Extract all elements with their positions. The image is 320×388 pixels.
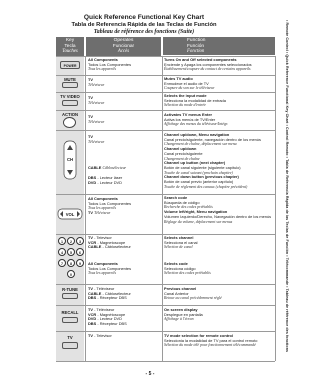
- function-cell: Search code Búsqueda de código Recherche des codes préétablis Volume left/right, Menu navigation Volumen Izquierdo/Derecho, Navegación dentro de los menús Réglage du volume, déplacement sur menus: [164, 195, 272, 224]
- operates-cell-dbs-dvd: DBS - Lecteur láser DVD - Lecteur DVD: [88, 175, 123, 185]
- function-cell: On screen display Desplegue en pantalla Affichage à l'écran: [164, 307, 203, 322]
- tv-video-key-label: TV VIDEO: [60, 94, 80, 99]
- operates-cell: TV Téléviseur: [88, 95, 105, 105]
- operates-cell: TV - Téléviseur CABLE - Câblosélecteur DBS - Récepteur DBS: [88, 286, 131, 301]
- operates-cell: TV Téléviseur: [88, 77, 105, 87]
- number-key-4: 4: [58, 248, 66, 256]
- page-number: - 5 -: [145, 371, 155, 377]
- column-divider: [275, 56, 276, 361]
- column-header-operates: Operates Funcionar Accès: [86, 37, 161, 56]
- column-header-key: Key Tecla Touches: [56, 37, 84, 56]
- number-key-3: 3: [76, 237, 84, 245]
- page-title: Quick Reference Functional Key Chart: [83, 14, 205, 21]
- number-key-2: 2: [67, 237, 75, 245]
- number-key-8: 8: [67, 259, 75, 267]
- function-cell: Turns On and Off selected components Enciende y Apaga los componentes seleccionados Établissement/coupure du contact de certains appareils: [164, 57, 252, 72]
- operates-cell: TV Téléviseur: [88, 114, 105, 124]
- number-key-5: 5: [67, 248, 75, 256]
- operates-cell-cable: CABLE Câblosélecteur: [88, 165, 127, 170]
- function-cell: Selects channel Selecciona el canal Sélection de canal: [164, 235, 198, 250]
- mute-key: [62, 82, 78, 88]
- tv-video-key: [62, 100, 78, 106]
- recall-key-label: RECALL: [61, 310, 79, 315]
- recall-key: [62, 317, 78, 323]
- function-cell: Channel up/down, Menu navigation Canal precio/siguiente, navegación dentro de los menús Changement de chaîne, déplacement sur menu Channel up/down Canal precio/siguiente Changement de chaîne Channel up button (next chapter) Botón de canal siguiente (siguiente capítulo) Touche de canal suivant (prochain chapitre) Channel down button (previous chapter) Botón de canal previo (anterior capítulo) Touche de réglement des canaux (chapitre précédent): [164, 132, 261, 189]
- function-cell-code: Selects code Selecciona código Sélection des codes préétablis: [164, 261, 211, 276]
- operates-cell: TV - Televisor VCR - Magnetoscope CABLE - Câblosélecteur: [88, 235, 131, 250]
- function-cell: Previous channel Canal Anterior Retour au canal précédemment réglé: [164, 286, 222, 301]
- row-divider: [56, 361, 275, 362]
- number-key-7: 7: [58, 259, 66, 267]
- sidebar-running-header: • Remote Control • Quick Reference Functional Key Chart • Control Remoto • Tabla de Referencia Rápida de las Teclas de Función • Télécommande • Tableau de référence des fonctions: [285, 20, 289, 353]
- page-subtitle-es: Tabla de Referencia Rápida de las Teclas de Función: [71, 22, 217, 28]
- r-tune-key-label: R-TUNE: [62, 287, 78, 292]
- number-key-1: 1: [58, 237, 66, 245]
- row-divider: [56, 331, 275, 332]
- tv-key-label: TV: [67, 335, 73, 340]
- number-key-0: 0: [67, 270, 75, 278]
- volume-key: VOL: [57, 207, 83, 221]
- operates-cell: All Components Todos Los Componentes Tous les appareils: [88, 57, 132, 72]
- row-divider: [56, 110, 275, 111]
- operates-cell-all: All Components Todos Los Componentes Tous les appareils: [88, 261, 132, 276]
- function-cell: TV mode selection for remote control Seleccionia la modalidad de TV para el control remoto Sélection du mode télé pour fonctionnement télécommandé: [164, 333, 258, 348]
- column-header-function: Function Función Fonction: [163, 37, 275, 55]
- function-cell: Mutes TV audio Enmudece el audio de TV Coupure du son sur le téléviseur: [164, 76, 215, 91]
- function-cell: Activates TV menus Enter Activa los menús de TV/Enter Affichage des menus du téléviseur/Intégr.: [164, 112, 229, 127]
- operates-cell: All Components Todos Los Componentes Tous les appareils TV Téléviseur: [88, 196, 132, 216]
- power-key: POWER: [60, 61, 80, 69]
- operates-cell: TV - Televisor: [88, 333, 112, 338]
- channel-key: CH: [63, 140, 77, 180]
- row-divider: [56, 305, 275, 306]
- row-divider: [56, 130, 275, 131]
- page-subtitle-fr: Tableau de référence des fonctions (Suite): [93, 29, 195, 35]
- operates-cell: TV Téléviseur: [88, 134, 105, 144]
- row-divider: [56, 284, 275, 285]
- number-key-9: 9: [76, 259, 84, 267]
- column-divider: [85, 56, 86, 361]
- column-divider: [162, 56, 163, 361]
- operates-cell: TV - Téléviseur VCR - Magnétoscope DVD - Lecteur DVD DBS - Récepteur DBS: [88, 307, 127, 327]
- tv-key: [62, 342, 78, 349]
- number-key-6: 6: [76, 248, 84, 256]
- r-tune-key: [62, 293, 78, 299]
- action-key-label: ACTION: [61, 112, 79, 117]
- function-cell: Selects the input mode Selecciona la modalidad de entrada Sélection du mode d'entrée: [164, 93, 226, 108]
- action-key: [63, 117, 76, 128]
- mute-key-label: MUTE: [64, 77, 76, 82]
